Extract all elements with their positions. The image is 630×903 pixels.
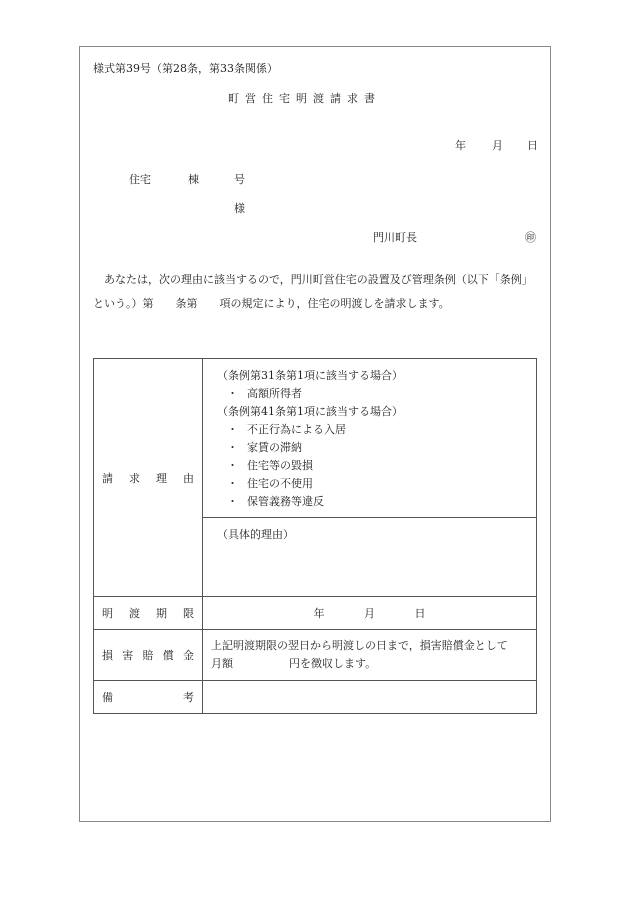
damage-text-line2: 月額 円を徴収します。: [211, 657, 377, 670]
list-item: ・ 住宅等の毀損: [227, 459, 313, 472]
reason-options-cell: [203, 359, 537, 518]
form-number: 様式第39号（第28条，第33条関係）: [93, 62, 278, 75]
period-day: 日: [414, 607, 426, 620]
list-item: ・ 保管義務等違反: [227, 495, 324, 508]
list-item: ・ 不正行為による入居: [227, 423, 346, 436]
addressee-number: 号: [234, 173, 245, 186]
reason-label-cell: [94, 359, 203, 597]
damage-label-cell: [94, 630, 203, 681]
body-text: あなたは，次の理由に該当するので，門川町営住宅の設置及び管理条例（以下「条例」という。）第 条第 項の規定により，住宅の明渡しを請求します。: [93, 273, 533, 310]
date-day: 日: [527, 139, 538, 152]
remarks-row: [94, 681, 537, 714]
period-label-cell: [94, 597, 203, 630]
reason-label: 請 求 理 由: [102, 471, 194, 485]
period-month: 月: [364, 607, 375, 620]
period-row: [94, 597, 537, 630]
seal-mark: ㊞: [525, 231, 536, 244]
concrete-reason-cell[interactable]: [203, 518, 537, 597]
period-value-cell[interactable]: [203, 597, 537, 630]
damage-label: 損 害 賠 償 金: [102, 649, 194, 662]
period-label: 明 渡 期 限: [102, 607, 194, 620]
list-item: ・ 住宅の不使用: [227, 477, 313, 490]
remarks-label: 備 考: [102, 691, 194, 704]
damage-row: [94, 630, 537, 681]
date-month: 月: [492, 139, 503, 152]
remarks-value-cell[interactable]: [203, 681, 537, 714]
addressee-housing: 住宅: [129, 173, 151, 186]
list-item: ・ 家賃の滞納: [227, 441, 302, 454]
damage-text-cell[interactable]: [203, 630, 537, 681]
issuer-name: 門川町長: [373, 231, 417, 244]
section2-header: （条例第41条第1項に該当する場合）: [217, 405, 403, 418]
concrete-reason-label: （具体的理由）: [217, 528, 294, 541]
remarks-label-cell: [94, 681, 203, 714]
page-title: 町営住宅明渡請求書: [228, 92, 381, 105]
list-item: ・ 高額所得者: [227, 387, 302, 400]
reason-row: [94, 359, 537, 518]
damage-text-line1: 上記明渡期限の翌日から明渡しの日まで，損害賠償金として: [211, 639, 508, 652]
addressee-sama: 様: [234, 202, 245, 215]
section1-header: （条例第31条第1項に該当する場合）: [217, 369, 403, 382]
period-year: 年: [313, 607, 325, 620]
request-table: [93, 358, 537, 714]
date-year: 年: [455, 139, 466, 152]
addressee-building: 棟: [188, 173, 199, 186]
